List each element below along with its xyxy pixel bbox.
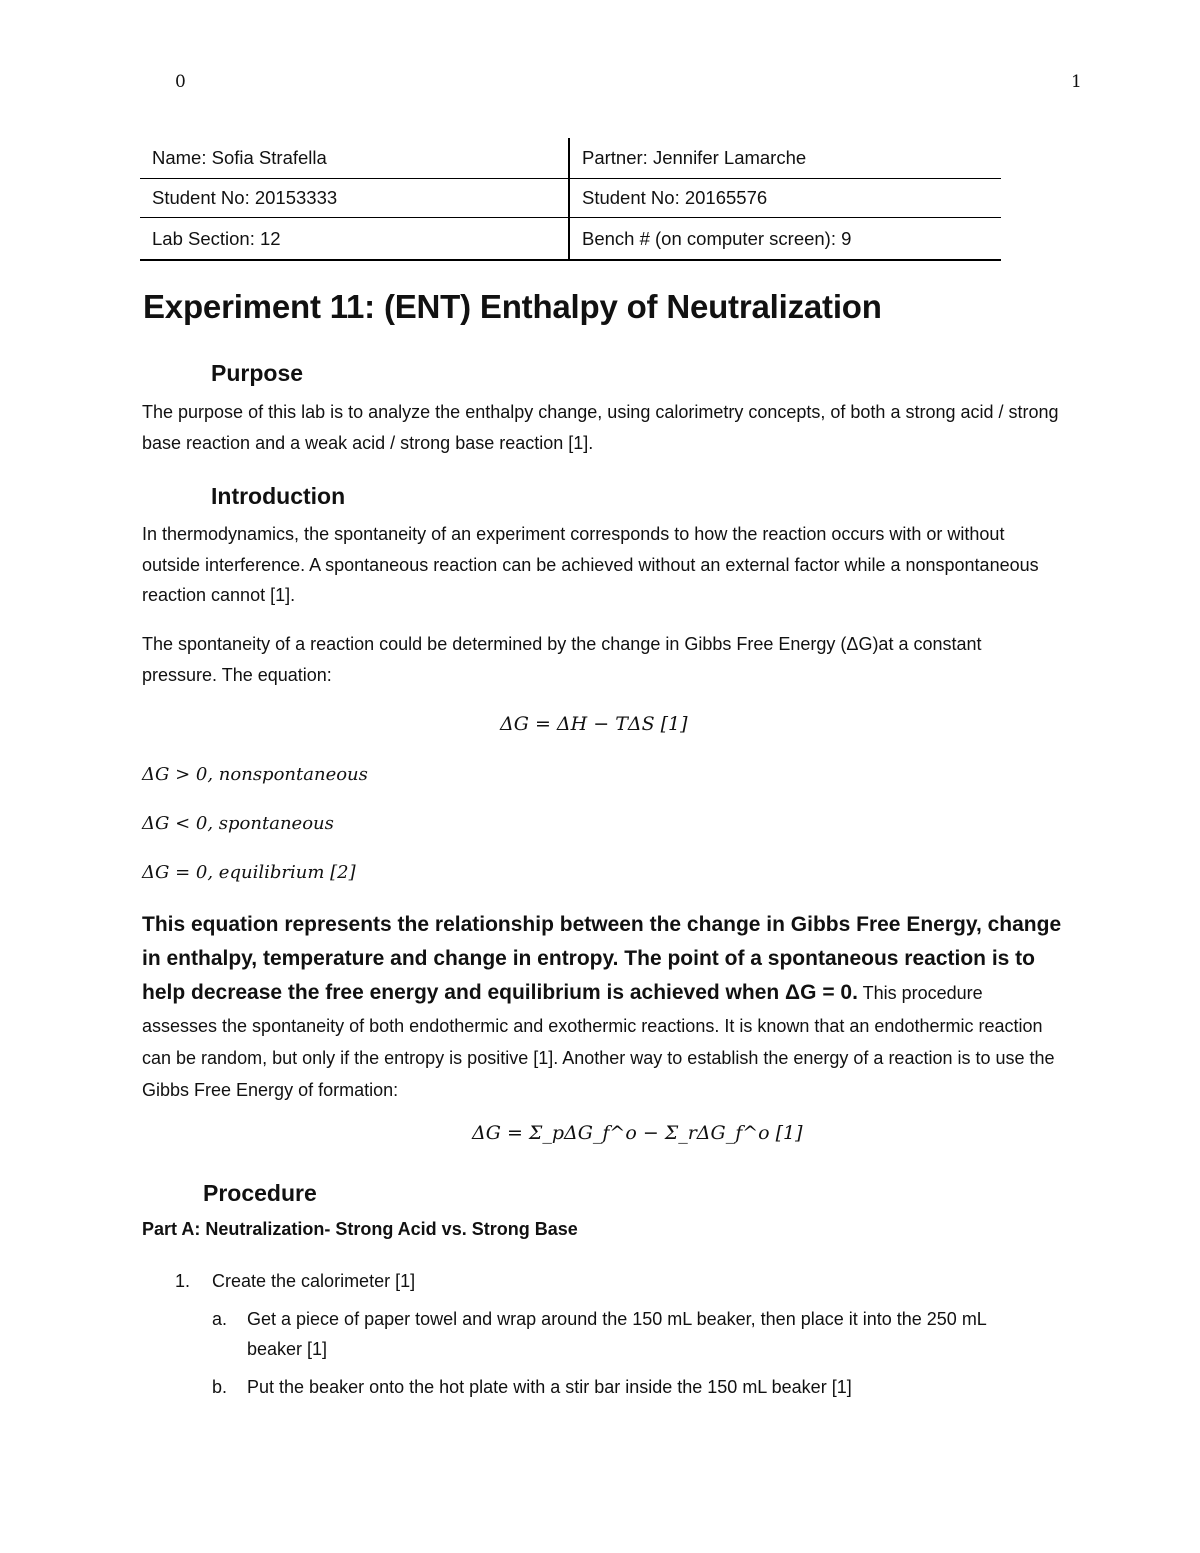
gibbs-equation: ΔG = ΔH − TΔS [1]: [500, 713, 688, 735]
bench-cell: Bench # (on computer screen): 9: [569, 218, 1001, 261]
list-item: [212, 1372, 1042, 1402]
list-item: [212, 1304, 1042, 1364]
intro-paragraph-1: In thermodynamics, the spontaneity of an experiment corresponds to how the reaction occurs with or without outside interference. A spontaneous reaction can be achieved without an external factor while a nonspontaneous reaction cannot [1].: [142, 524, 1039, 605]
intro-paragraph-2: The spontaneity of a reaction could be determined by the change in Gibbs Free Energy (ΔG)at a constant pressure. The equation:: [142, 634, 982, 685]
list-letter: a.: [212, 1309, 228, 1329]
procedure-heading: Procedure: [203, 1180, 317, 1206]
condition-spontaneous: ΔG < 0, spontaneous: [142, 813, 334, 834]
condition-nonspontaneous: ΔG > 0, nonspontaneous: [142, 764, 368, 785]
intro-paragraph-3-bold: This equation represents the relationship between the change in Gibbs Free Energy, change in enthalpy, temperature and change in entropy. The point of a spontaneous reaction is to help decrease the free energy and equilibrium is achieved when ΔG = 0.: [142, 913, 1062, 1004]
list-number: 1.: [175, 1271, 191, 1291]
gibbs-formation-equation: ΔG = Σ_pΔG_f^o − Σ_rΔG_f^o [1]: [472, 1122, 803, 1144]
purpose-heading: Purpose: [211, 360, 304, 386]
step-1a-text: Get a piece of paper towel and wrap around the 150 mL beaker, then place it into the 250 mL beaker [1]: [247, 1309, 987, 1359]
student-info-table: [140, 138, 1001, 261]
condition-equilibrium: ΔG = 0, equilibrium [2]: [142, 862, 356, 883]
student-no-cell: Student No: 20153333: [140, 179, 569, 218]
introduction-heading: Introduction: [211, 483, 346, 509]
page-number-left: 0: [175, 72, 186, 92]
list-letter: b.: [212, 1377, 228, 1397]
intro-paragraph-3: [142, 908, 1062, 1106]
partner-student-no-cell: Student No: 20165576: [569, 179, 1001, 218]
page-number-right: 1: [1071, 72, 1082, 92]
purpose-text: The purpose of this lab is to analyze the enthalpy change, using calorimetry concepts, of both a strong acid / strong base reaction and a weak acid / strong base reaction [1].: [142, 402, 1059, 453]
intro-paragraph-3-rest: This procedure assesses the spontaneity of both endothermic and exothermic reactions. It is known that an endothermic reaction can be random, but only if the entropy is positive [1]. Another way to establish the energy of a reaction is to use the Gibbs Free Energy of formation:: [142, 983, 1055, 1100]
table-row: [140, 179, 1001, 218]
document-title: Experiment 11: (ENT) Enthalpy of Neutralization: [143, 288, 882, 325]
name-cell: Name: Sofia Strafella: [140, 138, 569, 179]
table-row: [140, 218, 1001, 261]
step-1b-text: Put the beaker onto the hot plate with a stir bar inside the 150 mL beaker [1]: [247, 1377, 852, 1397]
lab-section-cell: Lab Section: 12: [140, 218, 569, 261]
partner-cell: Partner: Jennifer Lamarche: [569, 138, 1001, 179]
part-a-heading: Part A: Neutralization- Strong Acid vs. Strong Base: [142, 1219, 578, 1239]
list-item: [175, 1266, 1055, 1296]
table-row: [140, 138, 1001, 179]
step-1-text: Create the calorimeter [1]: [212, 1271, 416, 1291]
